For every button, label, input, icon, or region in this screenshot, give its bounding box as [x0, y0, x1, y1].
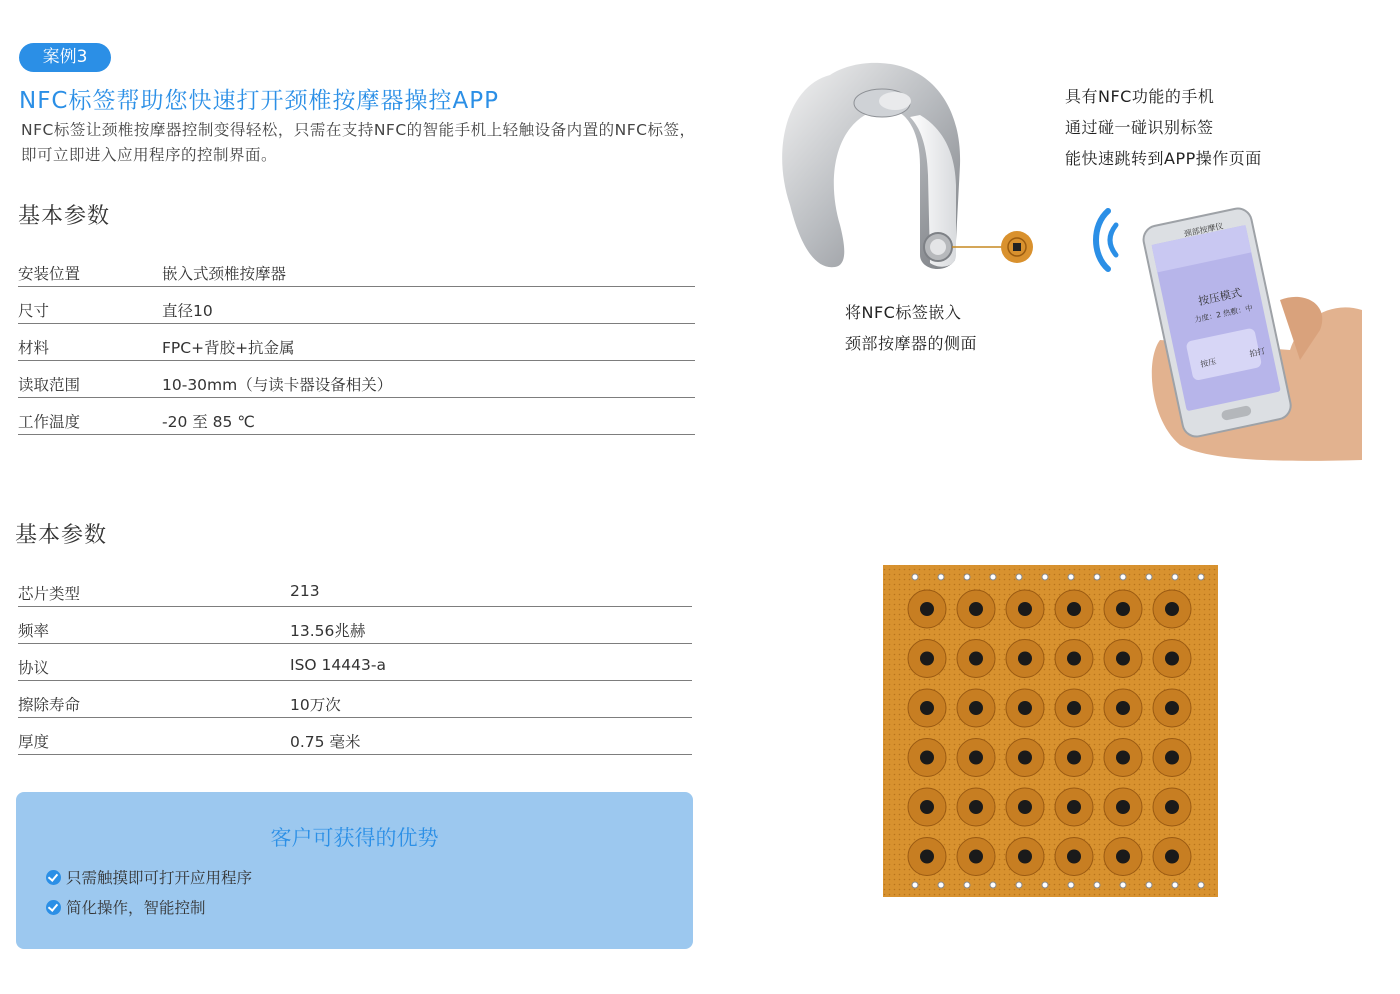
params-title: 基本参数 [15, 523, 108, 548]
nfc-chip [969, 652, 983, 666]
nfc-chip [1067, 602, 1081, 616]
sheet-hole [1042, 574, 1048, 580]
table-row [18, 250, 695, 287]
sheet-hole [1068, 882, 1074, 888]
nfc-chip [1067, 701, 1081, 715]
phone-status: 力度：2 热敷：中 [1193, 303, 1254, 325]
nfc-wave-icon [1080, 205, 1120, 275]
nfc-chip [1165, 602, 1179, 616]
caption-line: 能快速跳转到APP操作页面 [1065, 149, 1262, 168]
nfc-chip [920, 652, 934, 666]
nfc-chip [1116, 652, 1130, 666]
table-row [18, 681, 692, 718]
nfc-chip [969, 701, 983, 715]
table-row [18, 644, 692, 681]
sheet-hole [1042, 882, 1048, 888]
nfc-chip [1018, 850, 1032, 864]
phone-header: 颈部按摩仪 [1183, 221, 1225, 239]
params-table [18, 250, 695, 435]
sheet-hole [964, 574, 970, 580]
nfc-chip [1165, 850, 1179, 864]
param-value: -20 至 85 ℃ [162, 413, 255, 431]
param-value: 213 [290, 582, 320, 600]
param-value: FPC+背胶+抗金属 [162, 339, 295, 357]
caption-line: 具有NFC功能的手机 [1065, 87, 1215, 106]
nfc-chip [1165, 701, 1179, 715]
sheet-hole [912, 574, 918, 580]
phone-tap-button: 拍打 [1248, 346, 1267, 359]
nfc-chip [1018, 652, 1032, 666]
case-badge: 案例3 [19, 43, 111, 72]
nfc-chip [1116, 701, 1130, 715]
nfc-chip [1165, 751, 1179, 765]
nfc-chip [1165, 800, 1179, 814]
advantages-title: 客户可获得的优势 [270, 826, 439, 850]
check-circle-icon [46, 900, 61, 915]
param-key: 材料 [18, 339, 50, 357]
table-row [18, 570, 692, 607]
nfc-chip [1018, 751, 1032, 765]
param-key: 尺寸 [18, 302, 50, 320]
table-row [18, 398, 695, 435]
table-row [18, 607, 692, 644]
caption-phone [1065, 81, 1262, 174]
param-value: ISO 14443-a [290, 656, 386, 674]
param-key: 频率 [18, 622, 50, 640]
sheet-hole [1094, 882, 1100, 888]
advantage-text: 只需触摸即可打开应用程序 [66, 869, 253, 887]
nfc-chip [920, 701, 934, 715]
nfc-chip [969, 602, 983, 616]
nfc-chip [969, 850, 983, 864]
table-row [18, 361, 695, 398]
nfc-chip [1067, 800, 1081, 814]
sheet-hole [964, 882, 970, 888]
nfc-chip [920, 800, 934, 814]
sheet-hole [990, 574, 996, 580]
param-key: 擦除寿命 [18, 696, 81, 714]
phone-image [1140, 190, 1362, 462]
case-title: NFC标签帮助您快速打开颈椎按摩器操控APP [19, 88, 499, 114]
param-value: 0.75 毫米 [290, 733, 361, 751]
nfc-chip [1018, 701, 1032, 715]
nfc-chip [1067, 850, 1081, 864]
param-key: 安装位置 [18, 265, 81, 283]
sheet-hole [1016, 574, 1022, 580]
param-key: 芯片类型 [18, 585, 81, 603]
caption-embed [845, 297, 977, 359]
sheet-hole [1120, 882, 1126, 888]
nfc-chip [1067, 652, 1081, 666]
sheet-hole [1016, 882, 1022, 888]
param-value: 10万次 [290, 696, 341, 714]
params-title: 基本参数 [18, 204, 111, 229]
nfc-chip [1116, 602, 1130, 616]
nfc-chip [920, 602, 934, 616]
nfc-chip [920, 850, 934, 864]
nfc-chip [1067, 751, 1081, 765]
sheet-hole [1146, 574, 1152, 580]
params-table [18, 570, 692, 755]
advantage-text: 简化操作，智能控制 [66, 899, 206, 917]
sheet-hole [1198, 574, 1204, 580]
sheet-hole [1094, 574, 1100, 580]
check-circle-icon [46, 870, 61, 885]
phone-mode: 按压模式 [1197, 286, 1243, 309]
advantage-item [46, 896, 206, 918]
param-key: 厚度 [18, 733, 50, 751]
nfc-chip [1116, 800, 1130, 814]
nfc-chip [1018, 602, 1032, 616]
sheet-hole [1146, 882, 1152, 888]
caption-line: 颈部按摩器的侧面 [845, 334, 978, 353]
sheet-hole [1068, 574, 1074, 580]
param-value: 直径10 [162, 302, 213, 320]
nfc-chip [1116, 850, 1130, 864]
phone-press-button: 按压 [1199, 356, 1218, 370]
neck-massager-image [770, 55, 1050, 280]
nfc-chip [920, 751, 934, 765]
sheet-hole [938, 574, 944, 580]
nfc-chip [969, 800, 983, 814]
table-row [18, 287, 695, 324]
nfc-chip [1018, 800, 1032, 814]
case-description: NFC标签让颈椎按摩器控制变得轻松，只需在支持NFC的智能手机上轻触设备内置的NFC标签，即可立即进入应用程序的控制界面。 [21, 121, 696, 164]
sheet-hole [1198, 882, 1204, 888]
param-key: 协议 [18, 659, 50, 677]
sheet-hole [1120, 574, 1126, 580]
advantage-item [46, 866, 252, 888]
caption-line: 通过碰一碰识别标签 [1065, 118, 1214, 137]
param-value: 嵌入式颈椎按摩器 [162, 265, 287, 283]
advantages-panel [16, 792, 693, 949]
param-value: 10-30mm（与读卡器设备相关） [162, 376, 393, 394]
sheet-hole [1172, 574, 1178, 580]
nfc-chip [1165, 652, 1179, 666]
sheet-hole [990, 882, 996, 888]
sheet-hole [1172, 882, 1178, 888]
sheet-hole [912, 882, 918, 888]
table-row [18, 324, 695, 361]
param-key: 工作温度 [18, 413, 81, 431]
param-value: 13.56兆赫 [290, 622, 366, 640]
caption-line: 将NFC标签嵌入 [845, 303, 962, 322]
param-key: 读取范围 [18, 376, 81, 394]
nfc-chip [969, 751, 983, 765]
nfc-tag-sheet-image [877, 557, 1223, 905]
table-row [18, 718, 692, 755]
nfc-chip [1116, 751, 1130, 765]
sheet-hole [938, 882, 944, 888]
